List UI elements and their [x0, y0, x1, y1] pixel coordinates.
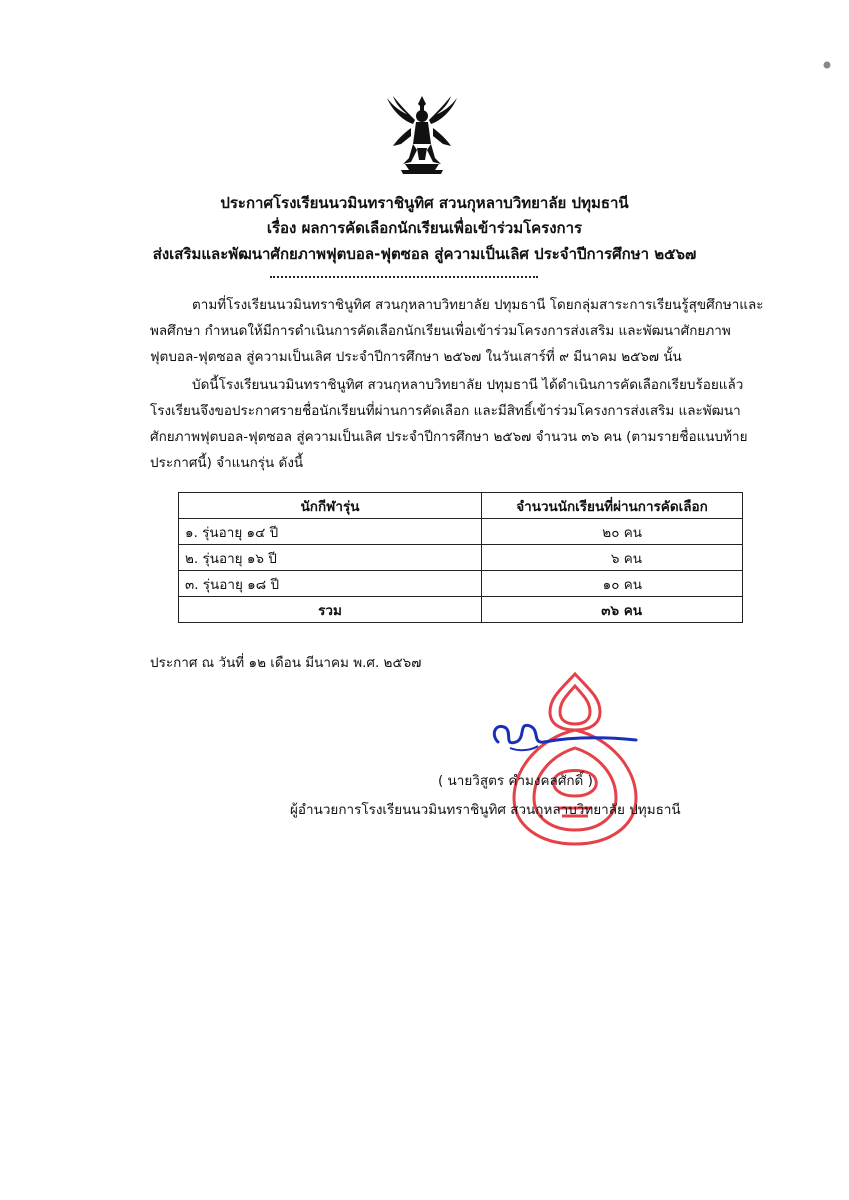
total-count: ๓๖ คน: [482, 597, 743, 623]
header-school-line: ประกาศโรงเรียนนวมินทราชินูทิศ สวนกุหลาบวิทยาลัย ปทุมธานี: [220, 194, 629, 212]
table-row: [179, 519, 743, 545]
table-row: [179, 545, 743, 571]
age-group-cell: ๑. รุ่นอายุ ๑๔ ปี: [179, 519, 482, 545]
announcement-date: ประกาศ ณ วันที่ ๑๒ เดือน มีนาคม พ.ศ. ๒๕๖๗: [150, 655, 422, 671]
table-header-row: [179, 493, 743, 519]
garuda-emblem-icon: [383, 94, 461, 176]
signature-icon: [486, 712, 646, 762]
paragraph-2: [150, 372, 748, 476]
student-count-cell: ๑๐ คน: [482, 571, 743, 597]
paragraph-1-line: ตามที่โรงเรียนนวมินทราชินูทิศ สวนกุหลาบวิทยาลัย ปทุมธานี โดยกลุ่มสาระการเรียนรู้สุขศึกษาและ: [192, 297, 764, 313]
student-count-cell: ๒๐ คน: [482, 519, 743, 545]
table-row: [179, 571, 743, 597]
paragraph-2-line: โรงเรียนจึงขอประกาศรายชื่อนักเรียนที่ผ่านการคัดเลือก และมีสิทธิ์เข้าร่วมโครงการส่งเสริม และพัฒนา: [150, 403, 741, 419]
column-header-age-group: นักกีฬารุ่น: [179, 493, 482, 519]
table-total-row: [179, 597, 743, 623]
paragraph-1-line: ฟุตบอล-ฟุตซอล สู่ความเป็นเลิศ ประจำปีการศึกษา ๒๕๖๗ ในวันเสาร์ที่ ๙ มีนาคม ๒๕๖๗ นั้น: [150, 349, 682, 365]
paragraph-1-line: พลศึกษา กำหนดให้มีการดำเนินการคัดเลือกนักเรียนเพื่อเข้าร่วมโครงการส่งเสริม และพัฒนาศักยภาพ: [150, 323, 731, 339]
column-header-student-count: จำนวนนักเรียนที่ผ่านการคัดเลือก: [482, 493, 743, 519]
signer-position: ผู้อำนวยการโรงเรียนนวมินทราชินูทิศ สวนกุหลาบวิทยาลัย ปทุมธานี: [290, 802, 681, 818]
paragraph-2-line: ประกาศนี้) จำแนกรุ่น ดังนี้: [150, 455, 304, 471]
age-group-cell: ๓. รุ่นอายุ ๑๘ ปี: [179, 571, 482, 597]
header-subject-line: เรื่อง ผลการคัดเลือกนักเรียนเพื่อเข้าร่วมโครงการ: [266, 219, 583, 237]
scan-speck-icon: [822, 60, 832, 70]
paragraph-1: [150, 292, 764, 370]
paragraph-2-line: ศักยภาพฟุตบอล-ฟุตซอล สู่ความเป็นเลิศ ประจำปีการศึกษา ๒๕๖๗ จำนวน ๓๖ คน (ตามรายชื่อแนบท้าย: [150, 429, 748, 445]
dotted-divider: [270, 276, 538, 278]
results-table: [178, 492, 743, 623]
total-label: รวม: [179, 597, 482, 623]
student-count-cell: ๖ คน: [482, 545, 743, 571]
age-group-cell: ๒. รุ่นอายุ ๑๖ ปี: [179, 545, 482, 571]
signer-name: ( นายวิสูตร คำมงคลศักดิ์ ): [438, 773, 593, 789]
header-project-line: ส่งเสริมและพัฒนาศักยภาพฟุตบอล-ฟุตซอล สู่ความเป็นเลิศ ประจำปีการศึกษา ๒๕๖๗: [152, 245, 697, 263]
paragraph-2-line: บัดนี้โรงเรียนนวมินทราชินูทิศ สวนกุหลาบวิทยาลัย ปทุมธานี ได้ดำเนินการคัดเลือกเรียบร้อยแล้ว: [192, 377, 744, 393]
